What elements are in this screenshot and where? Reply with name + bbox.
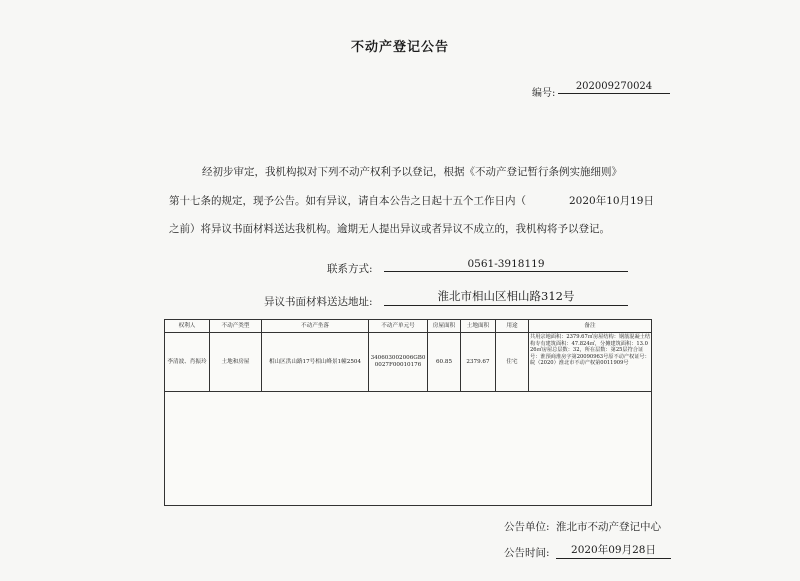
issuer-label: 公告单位: (504, 521, 550, 533)
body-line-3: 之前）将异议书面材料送达我机构。逾期无人提出异议或者异议不成立的，我机构将予以登记。 (169, 223, 610, 235)
table-cell: 60.85 (428, 333, 461, 392)
number-label: 编号: (532, 88, 556, 99)
table-cell: 住宅 (496, 333, 529, 392)
table-header-cell: 用途 (496, 320, 529, 333)
body-line-1: 经初步审定，我机构拟对下列不动产权利予以登记，根据《不动产登记暂行条例实施细则》 (202, 166, 622, 178)
table-header-cell: 土地面积 (461, 320, 496, 333)
table-cell-remarks: 共用宗地面积：2379.67㎡房屋结构：钢筋混凝土结构专有建筑面积：47.824㎡，分摊建筑面积：13.026㎡房屋总层数：32，所在层数：第25层符合证号：淮预商淮房字第20090963号原不动产权证号：皖（2020）淮北市不动产权第0011909号 (529, 333, 652, 392)
table-cell: 2379.67 (461, 333, 496, 392)
table-header-cell: 备注 (529, 320, 652, 333)
table-cell: 李清波、肖振玲 (165, 333, 210, 392)
table-header-cell: 不动产坐落 (262, 320, 369, 333)
table-cell: 相山区洪山路17号相山峰景1幢2504 (262, 333, 369, 392)
page-title: 不动产登记公告 (350, 40, 449, 55)
table-empty-cell (165, 392, 652, 506)
issue-date-label: 公告时间: (504, 547, 550, 559)
contact-label: 联系方式: (327, 263, 373, 275)
objection-deadline: 2020年10月19日 (569, 195, 654, 207)
body-line-2: 第十七条的规定，现予公告。如有异议，请自本公告之日起十五个工作日内（ (169, 195, 526, 207)
address-value: 淮北市相山区相山路312号 (384, 288, 628, 306)
issue-date-value: 2020年09月28日 (556, 542, 671, 559)
number-value: 202009270024 (558, 81, 670, 94)
issuer-value: 淮北市不动产登记中心 (556, 521, 661, 533)
table-header-row (165, 320, 652, 333)
table-cell: 340603002006GB00027F00010176 (369, 333, 428, 392)
table-header-cell: 权利人 (165, 320, 210, 333)
table-cell: 土地和房屋 (210, 333, 262, 392)
table-row (165, 333, 652, 392)
address-label: 异议书面材料送达地址: (264, 296, 373, 308)
contact-value: 0561-3918119 (384, 258, 628, 272)
table-header-cell: 不动产类型 (210, 320, 262, 333)
table-empty-row (165, 392, 652, 506)
registration-table (164, 319, 652, 506)
table-header-cell: 不动产单元号 (369, 320, 428, 333)
table-header-cell: 房屋面积 (428, 320, 461, 333)
